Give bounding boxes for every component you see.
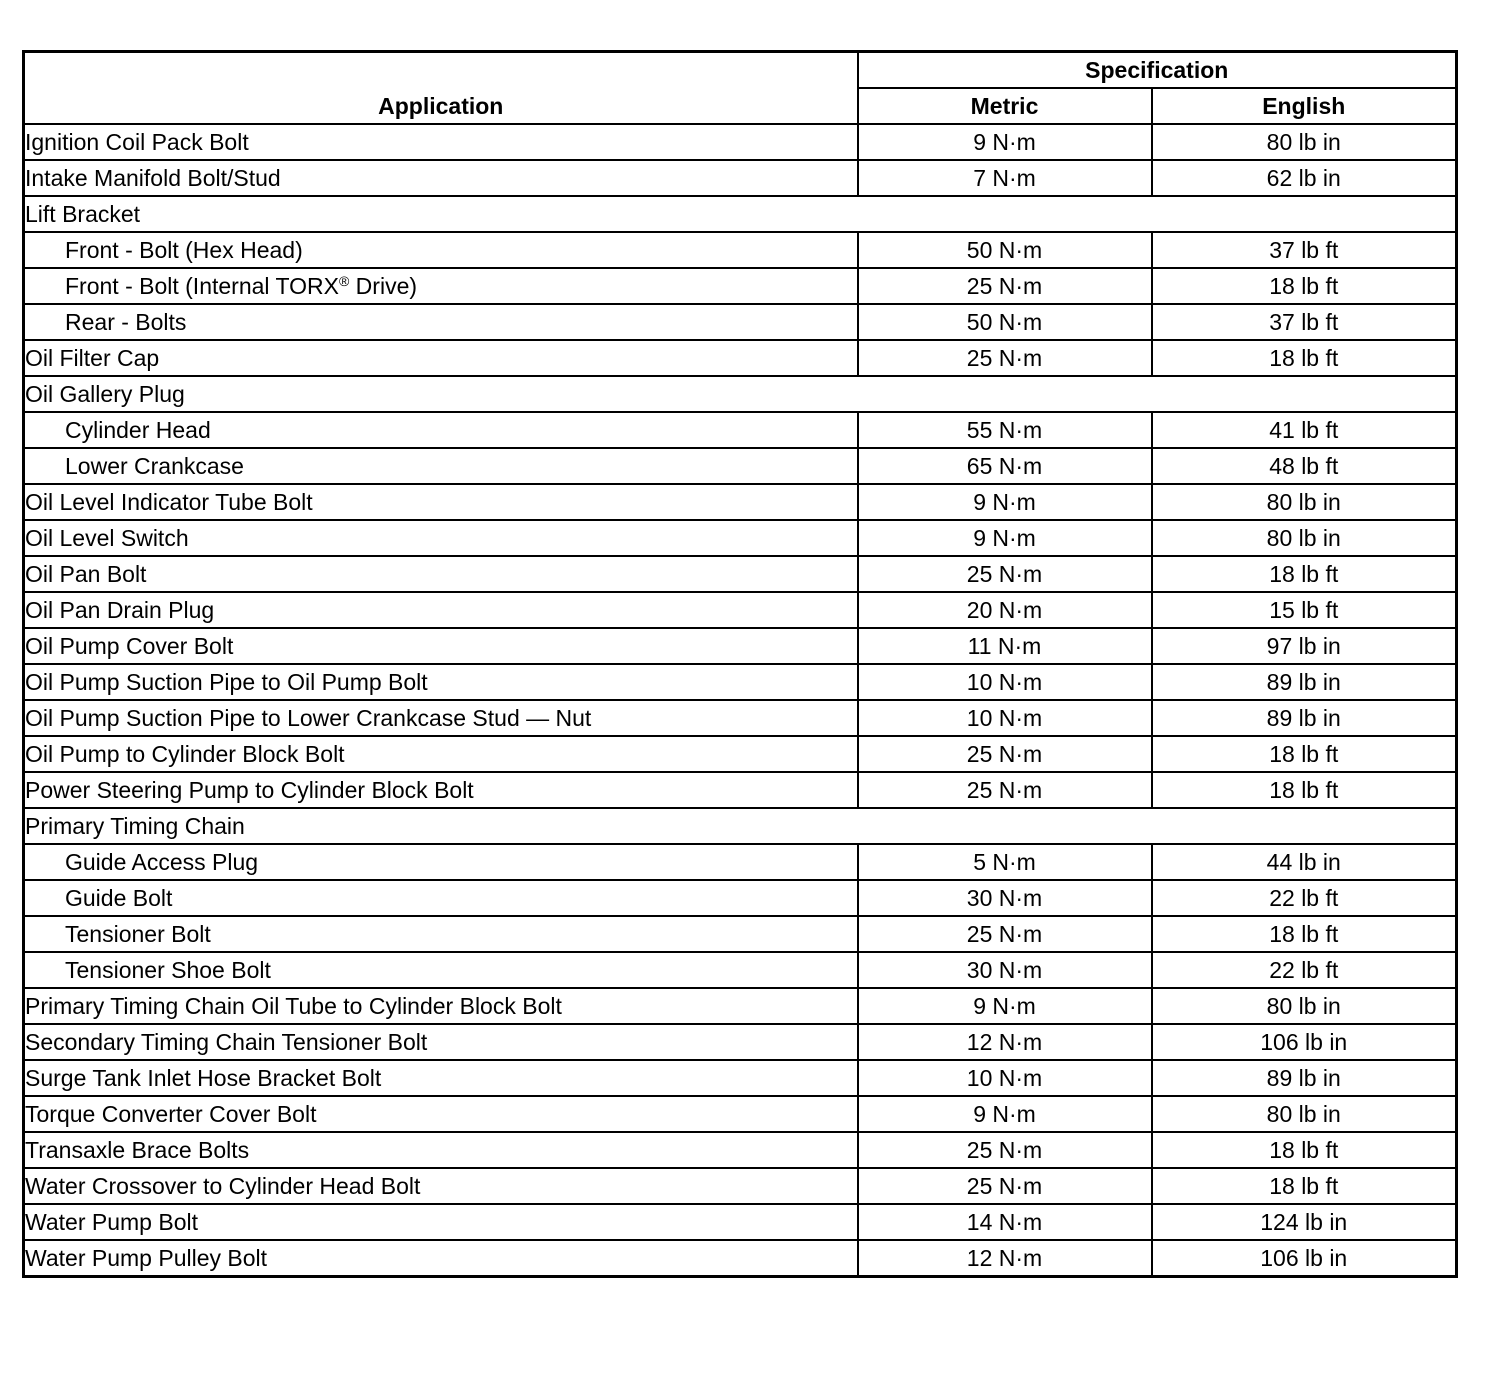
metric-value: 9 N·m (858, 484, 1152, 520)
application-text: Power Steering Pump to Cylinder Block Bolt (25, 777, 474, 803)
english-value: 18 lb ft (1152, 736, 1457, 772)
application-cell (24, 1060, 858, 1096)
application-text: Oil Pan Bolt (25, 561, 147, 587)
application-text: Lower Crankcase (65, 453, 244, 479)
application-text: Front - Bolt (Hex Head) (65, 237, 303, 263)
metric-value: 25 N·m (858, 268, 1152, 304)
table-body (24, 124, 1457, 1277)
table-row (24, 772, 1457, 808)
application-cell (24, 160, 858, 196)
table-header (24, 52, 1457, 125)
english-value: 18 lb ft (1152, 556, 1457, 592)
application-cell (24, 520, 858, 556)
metric-header: Metric (858, 88, 1152, 124)
application-text: Water Crossover to Cylinder Head Bolt (25, 1173, 421, 1199)
english-value: 37 lb ft (1152, 304, 1457, 340)
table-row (24, 700, 1457, 736)
metric-value: 25 N·m (858, 556, 1152, 592)
application-header: Application (24, 52, 858, 125)
application-text: Guide Access Plug (65, 849, 259, 875)
table-row (24, 988, 1457, 1024)
application-text-suffix: Drive) (349, 273, 418, 299)
application-cell (24, 556, 858, 592)
application-cell (24, 1204, 858, 1240)
english-value: 80 lb in (1152, 124, 1457, 160)
application-text: Cylinder Head (65, 417, 211, 443)
application-cell (24, 1024, 858, 1060)
application-cell (24, 268, 858, 304)
application-cell (24, 880, 858, 916)
application-cell (24, 844, 858, 880)
torque-spec-table (22, 50, 1458, 1278)
group-label: Primary Timing Chain (24, 808, 1457, 844)
metric-value: 25 N·m (858, 772, 1152, 808)
metric-value: 12 N·m (858, 1240, 1152, 1277)
metric-value: 5 N·m (858, 844, 1152, 880)
english-value: 48 lb ft (1152, 448, 1457, 484)
english-value: 80 lb in (1152, 1096, 1457, 1132)
application-cell (24, 736, 858, 772)
application-cell (24, 664, 858, 700)
table-row (24, 1240, 1457, 1277)
english-value: 44 lb in (1152, 844, 1457, 880)
english-value: 80 lb in (1152, 484, 1457, 520)
table-row (24, 736, 1457, 772)
english-value: 18 lb ft (1152, 916, 1457, 952)
table-row (24, 1096, 1457, 1132)
metric-value: 25 N·m (858, 1168, 1152, 1204)
english-value: 124 lb in (1152, 1204, 1457, 1240)
english-value: 18 lb ft (1152, 1168, 1457, 1204)
table-row (24, 592, 1457, 628)
table-row (24, 1204, 1457, 1240)
english-value: 89 lb in (1152, 1060, 1457, 1096)
metric-value: 9 N·m (858, 520, 1152, 556)
english-value: 97 lb in (1152, 628, 1457, 664)
table-row (24, 448, 1457, 484)
application-text: Oil Pump to Cylinder Block Bolt (25, 741, 345, 767)
application-cell (24, 232, 858, 268)
table-row (24, 880, 1457, 916)
table-row (24, 484, 1457, 520)
application-cell (24, 124, 858, 160)
table-row (24, 520, 1457, 556)
english-value: 106 lb in (1152, 1240, 1457, 1277)
table-row (24, 304, 1457, 340)
english-value: 18 lb ft (1152, 772, 1457, 808)
application-text: Intake Manifold Bolt/Stud (25, 165, 281, 191)
registered-mark: ® (338, 273, 350, 289)
english-value: 106 lb in (1152, 1024, 1457, 1060)
group-row (24, 376, 1457, 412)
group-label: Oil Gallery Plug (24, 376, 1457, 412)
metric-value: 10 N·m (858, 1060, 1152, 1096)
application-text: Torque Converter Cover Bolt (25, 1101, 317, 1127)
application-text: Front - Bolt (Internal TORX (65, 273, 339, 299)
table-row (24, 124, 1457, 160)
application-cell (24, 772, 858, 808)
metric-value: 55 N·m (858, 412, 1152, 448)
english-value: 80 lb in (1152, 988, 1457, 1024)
metric-value: 20 N·m (858, 592, 1152, 628)
english-value: 41 lb ft (1152, 412, 1457, 448)
table-row (24, 952, 1457, 988)
metric-value: 12 N·m (858, 1024, 1152, 1060)
application-text: Oil Pump Suction Pipe to Oil Pump Bolt (25, 669, 428, 695)
table-row (24, 916, 1457, 952)
metric-value: 25 N·m (858, 1132, 1152, 1168)
table-row (24, 1024, 1457, 1060)
table-row (24, 628, 1457, 664)
english-value: 89 lb in (1152, 664, 1457, 700)
metric-value: 11 N·m (858, 628, 1152, 664)
english-value: 18 lb ft (1152, 268, 1457, 304)
application-cell (24, 1096, 858, 1132)
application-text: Secondary Timing Chain Tensioner Bolt (25, 1029, 428, 1055)
english-value: 80 lb in (1152, 520, 1457, 556)
table-row (24, 268, 1457, 304)
english-value: 18 lb ft (1152, 1132, 1457, 1168)
table-row (24, 1168, 1457, 1204)
application-text: Guide Bolt (65, 885, 173, 911)
group-row (24, 196, 1457, 232)
application-text: Oil Level Indicator Tube Bolt (25, 489, 313, 515)
specification-header: Specification (858, 52, 1457, 89)
application-cell (24, 592, 858, 628)
table-row (24, 160, 1457, 196)
metric-value: 50 N·m (858, 232, 1152, 268)
english-value: 37 lb ft (1152, 232, 1457, 268)
table-row (24, 232, 1457, 268)
table-row (24, 844, 1457, 880)
metric-value: 25 N·m (858, 916, 1152, 952)
application-text: Oil Pump Cover Bolt (25, 633, 234, 659)
metric-value: 25 N·m (858, 340, 1152, 376)
application-cell (24, 952, 858, 988)
metric-value: 9 N·m (858, 1096, 1152, 1132)
english-header: English (1152, 88, 1457, 124)
application-text: Oil Level Switch (25, 525, 189, 551)
application-text: Oil Pump Suction Pipe to Lower Crankcase Stud — Nut (25, 705, 592, 731)
application-text: Water Pump Bolt (25, 1209, 198, 1235)
group-row (24, 808, 1457, 844)
application-cell (24, 1168, 858, 1204)
metric-value: 65 N·m (858, 448, 1152, 484)
application-cell (24, 916, 858, 952)
table-row (24, 664, 1457, 700)
application-cell (24, 1132, 858, 1168)
metric-value: 50 N·m (858, 304, 1152, 340)
table-row (24, 556, 1457, 592)
application-text: Ignition Coil Pack Bolt (25, 129, 249, 155)
application-cell (24, 340, 858, 376)
application-text: Water Pump Pulley Bolt (25, 1245, 268, 1271)
application-cell (24, 484, 858, 520)
application-cell (24, 700, 858, 736)
application-cell (24, 988, 858, 1024)
english-value: 15 lb ft (1152, 592, 1457, 628)
table-row (24, 1060, 1457, 1096)
metric-value: 30 N·m (858, 952, 1152, 988)
table-row (24, 340, 1457, 376)
application-text: Surge Tank Inlet Hose Bracket Bolt (25, 1065, 382, 1091)
application-text: Oil Pan Drain Plug (25, 597, 215, 623)
application-text: Primary Timing Chain Oil Tube to Cylinder Block Bolt (25, 993, 562, 1019)
metric-value: 30 N·m (858, 880, 1152, 916)
metric-value: 9 N·m (858, 124, 1152, 160)
application-text: Rear - Bolts (65, 309, 187, 335)
application-cell (24, 1240, 858, 1277)
english-value: 18 lb ft (1152, 340, 1457, 376)
application-cell (24, 448, 858, 484)
english-value: 89 lb in (1152, 700, 1457, 736)
metric-value: 7 N·m (858, 160, 1152, 196)
english-value: 22 lb ft (1152, 952, 1457, 988)
application-cell (24, 412, 858, 448)
application-text: Tensioner Bolt (65, 921, 211, 947)
group-label: Lift Bracket (24, 196, 1457, 232)
table-row (24, 1132, 1457, 1168)
application-cell (24, 628, 858, 664)
table-row (24, 412, 1457, 448)
application-cell (24, 304, 858, 340)
english-value: 62 lb in (1152, 160, 1457, 196)
metric-value: 25 N·m (858, 736, 1152, 772)
english-value: 22 lb ft (1152, 880, 1457, 916)
application-text: Oil Filter Cap (25, 345, 160, 371)
application-text: Transaxle Brace Bolts (25, 1137, 250, 1163)
metric-value: 9 N·m (858, 988, 1152, 1024)
metric-value: 10 N·m (858, 700, 1152, 736)
metric-value: 10 N·m (858, 664, 1152, 700)
application-text: Tensioner Shoe Bolt (65, 957, 271, 983)
metric-value: 14 N·m (858, 1204, 1152, 1240)
